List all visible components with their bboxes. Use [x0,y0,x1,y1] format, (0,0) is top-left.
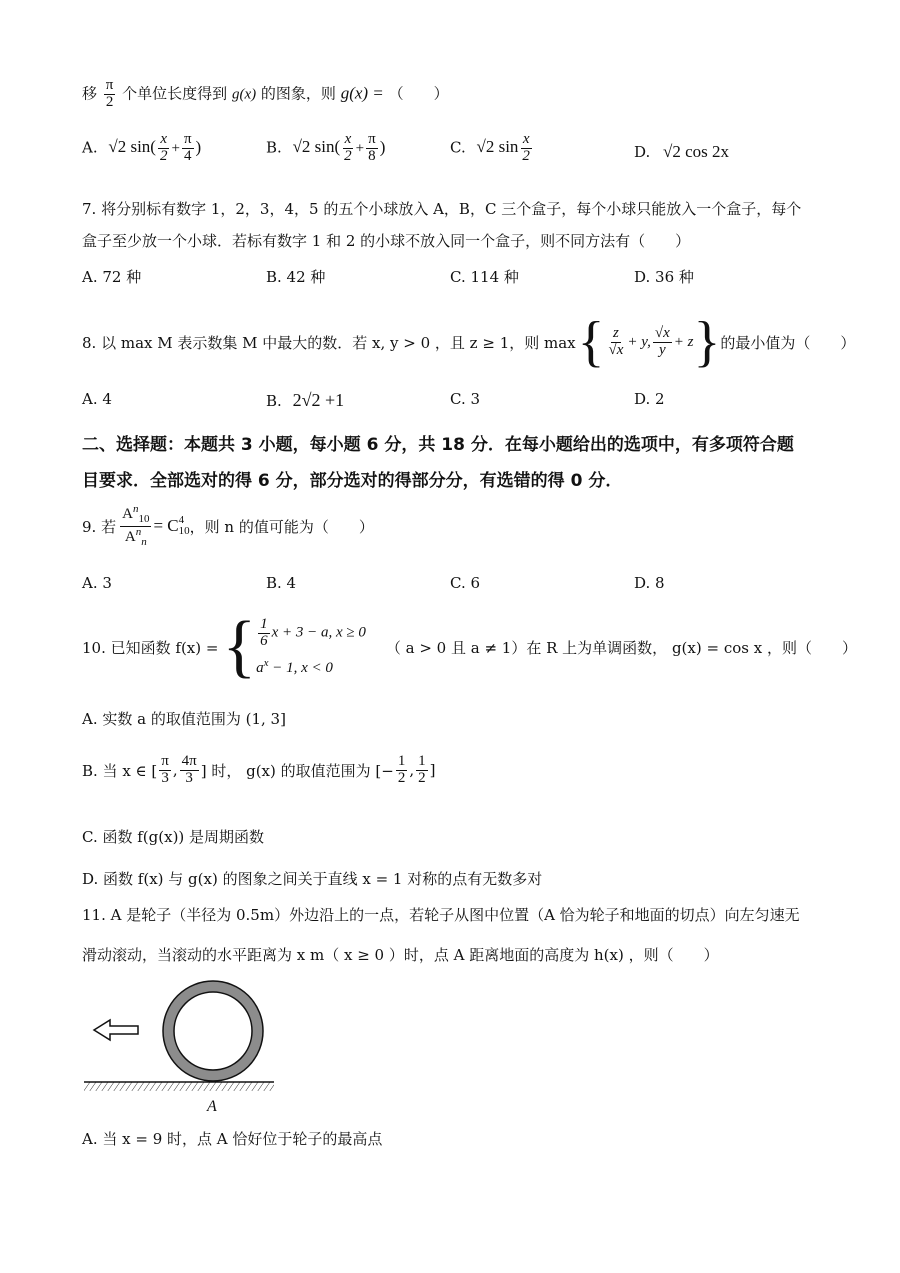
q8-option-a: A. 4 [82,390,112,408]
q10-piecewise-cases: $\frac{1}{6}$ x + 3 − a, x ≥ 0 $a^x - 1$, x < 0 [256,615,366,677]
section-2-heading-line1: 二、选择题：本题共 3 小题，每小题 6 分，共 18 分．在每小题给出的选项中，有多项符合题 [82,435,794,455]
q9-question: 9. 若 $\frac{A^n_{10}}{A^n_n}$ = C 4 10 ，则 n 的值可能为（ ） [82,503,374,548]
q9-option-c: C. 6 [450,574,481,592]
q10-question: 10. 已知函数 f(x) = { $\frac{1}{6}$ x + 3 − a, x ≥ 0 $a^x - 1$, x < 0 （ a > 0 且 a ≠ 1）在 R 上为单调函数， g(x) = cos x ，则（ ） [82,608,857,685]
wheel-inner [174,992,252,1070]
q7-line2: 盒子至少放一个小球．若标有数字 1 和 2 的小球不放入同一个盒子，则不同方法有（ ） [82,232,691,250]
section-2-heading-line2: 目要求．全部选对的得 6 分，部分选对的得部分分，有选错的得 0 分． [82,471,623,491]
q6-continuation [82,78,449,111]
q10-option-b: B. 当 x ∈ [ $\frac{\pi}{3}$ , $\frac{4\pi}{3}$ ] 时， g(x) 的取值范围为 [− $\frac{1}{2}$ , $\frac{1}{2}$ ] [82,753,436,786]
q6-gx: g(x) [231,86,257,103]
q9-option-b: B. 4 [266,574,297,592]
q8-right-brace: } [693,311,721,373]
left-arrow-icon [94,1020,138,1040]
q6-option-a: A. √2 sin( $\frac{x}{2}$ + $\frac{\pi}{4}$ ) [82,131,202,164]
q7-option-c: C. 114 种 [450,268,519,286]
q7-option-d: D. 36 种 [634,268,694,286]
q6-gx-eq: g(x) = [340,83,384,103]
q10-option-c: C. 函数 f(g(x)) 是周期函数 [82,828,265,846]
q6-text-b: 个单位长度得到 [122,84,228,103]
q6-option-d: D. √2 cos 2x [634,142,730,161]
q7-option-b: B. 42 种 [266,268,326,286]
q8-question: 8. 以 max M 表示数集 M 中最大的数．若 x, y > 0 ，且 z ≥ 1，则 max { $\frac{z}{√x}$ + y, $\frac{√x}{y}$ + z } 的最小值为（ ） [82,311,856,373]
point-a-label: A [207,1098,217,1115]
q11-line2: 滑动滚动，当滚动的水平距离为 x m（ x ≥ 0 ）时，点 A 距离地面的高度为 h(x) ，则（ ） [82,946,719,964]
q10-case-brace: { [222,608,257,685]
q10-option-d: D. 函数 f(x) 与 g(x) 的图象之间关于直线 x = 1 对称的点有无数多对 [82,870,543,888]
q9-fraction: $\frac{A^n_{10}}{A^n_n}$ [122,503,150,548]
q6-option-b: B. √2 sin( $\frac{x}{2}$ + $\frac{\pi}{8}$ ) [266,131,386,164]
q8-fraction-2: $\frac{√x}{y}$ [654,324,670,358]
q11-line1: 11. A 是轮子（半径为 0.5m）外边沿上的一点，若轮子从图中位置（A 恰为轮子和地面的切点）向左匀速无 [82,906,800,924]
q10-option-a: A. 实数 a 的取值范围为 (1, 3] [82,710,286,728]
q8-option-b: B. 2√2 +1 [266,390,345,410]
q7-line1: 7. 将分别标有数字 1，2，3，4，5 的五个小球放入 A，B，C 三个盒子，每个小球只能放入一个盒子，每个 [82,200,802,218]
q8-text-b: 的最小值为（ ） [720,333,856,352]
q8-option-c: C. 3 [450,390,481,408]
q6-option-c: C. √2 sin $\frac{x}{2}$ [450,131,530,164]
ground-hatch [84,1082,274,1091]
q9-option-a: A. 3 [82,574,112,592]
q6-answer-paren: （ ） [388,84,449,103]
q6-fraction-pi-2: $\frac{\pi}{2}$ [105,77,114,110]
q8-fraction-1: $\frac{z}{√x}$ [608,324,624,358]
q8-option-d: D. 2 [634,390,665,408]
q8-text-a: 8. 以 max M 表示数集 M 中最大的数．若 x, y > 0 ，且 z ≥ 1，则 max [82,333,576,352]
wheel-figure [80,976,300,1116]
q11-option-a: A. 当 x = 9 时，点 A 恰好位于轮子的最高点 [82,1130,383,1148]
q8-left-brace: { [577,311,605,373]
q6-text-a: 移 [82,84,98,103]
q6-text-c: 的图象，则 [260,84,336,103]
q9-option-d: D. 8 [634,574,665,592]
q7-option-a: A. 72 种 [82,268,142,286]
